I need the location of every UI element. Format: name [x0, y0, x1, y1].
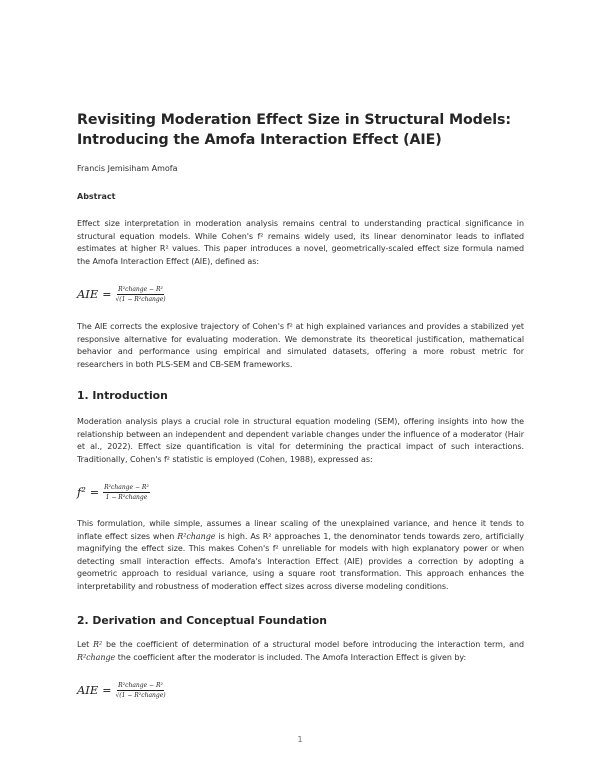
equation-lhs: AIE — [77, 683, 99, 697]
author-name: Francis Jemisiham Amofa — [77, 164, 178, 173]
equation-numerator: R²change − R² — [118, 681, 163, 689]
equation-denominator: √(1 − R²change) — [115, 691, 166, 699]
equation-lhs: f² — [77, 485, 86, 499]
equation-numerator: R²change − R² — [104, 483, 149, 491]
introduction-paragraph-2 — [77, 518, 524, 594]
page-number: 1 — [297, 735, 303, 744]
text-run: is high. As R² approaches 1, the denominator tends towards zero, artificially magnifying the effect size. This makes Cohen's f² unreliable for models with high explanatory power or when detecting small interaction effects. Amofa's Interaction Effect (AIE) provides a correction by adopting a geometric approach to residual variance, using a square root transformation. This approach enhances the interpretability and robustness of moderation effect sizes across diverse modeling conditions. — [77, 531, 524, 591]
equation-equals: = — [89, 485, 100, 499]
equation-fraction — [115, 286, 165, 303]
introduction-paragraph-1: Moderation analysis plays a crucial role in structural equation modeling (SEM), offering insights into how the relationship between an independent and dependent variable changes under the influence of a moderator (Hair et al., 2022). Effect size quantification is vital for determining the practical impact of such interactions. Traditionally, Cohen's f² statistic is employed (Cohen, 1988), expressed as: — [77, 417, 524, 464]
abstract-paragraph-2: The AIE corrects the explosive trajectory of Cohen's f² at high explained variances and provides a stabilized yet responsive alternative for evaluating moderation. We demonstrate its theoretical justification, mathematical behavior and performance using empirical and simulated datasets, offering a more robust metric for researchers in both PLS-SEM and CB-SEM frameworks. — [77, 322, 524, 369]
text-run: be the coefficient of determination of a structural model before introducing the interaction term, and — [105, 640, 525, 649]
equation-equals: = — [102, 683, 112, 697]
equation-denominator: √(1 − R²change) — [115, 295, 166, 303]
paper-title: Revisiting Moderation Effect Size in Structural Models: Introducing the Amofa Interaction Effect (AIE) — [77, 112, 511, 148]
inline-math-r2-change: R²change — [177, 531, 216, 541]
equation-fraction — [103, 484, 150, 501]
equation-cohen-f2 — [77, 480, 150, 504]
text-run: the coefficient after the moderator is included. The Amofa Interaction Effect is given by: — [117, 652, 467, 662]
derivation-paragraph — [77, 639, 524, 664]
equation-numerator: R²change − R² — [118, 285, 163, 293]
text-run: This formulation, while simple, assumes a linear scaling of the unexplained variance, and hence it tends to inflate effect sizes when — [77, 519, 524, 541]
equation-aie — [77, 282, 166, 306]
equation-lhs: AIE — [77, 287, 99, 301]
inline-math-r2: R² — [93, 640, 103, 649]
text-run: Let — [77, 640, 90, 649]
section-heading-derivation: 2. Derivation and Conceptual Foundation — [77, 614, 327, 627]
equation-aie-repeat — [77, 678, 166, 702]
inline-math-r2-change: R²change — [77, 652, 116, 662]
equation-denominator: 1 − R²change — [105, 493, 148, 501]
abstract-paragraph-1: Effect size interpretation in moderation analysis remains central to understanding practical significance in structural equation models. While Cohen's f² remains widely used, its linear denominator leads to inflated estimates at higher R² values. This paper introduces a novel, geometrically-scaled effect size formula named the Amofa Interaction Effect (AIE), defined as: — [77, 219, 524, 266]
equation-fraction — [115, 682, 165, 699]
equation-equals: = — [102, 287, 112, 301]
section-heading-introduction: 1. Introduction — [77, 389, 168, 402]
abstract-heading: Abstract — [77, 192, 116, 201]
